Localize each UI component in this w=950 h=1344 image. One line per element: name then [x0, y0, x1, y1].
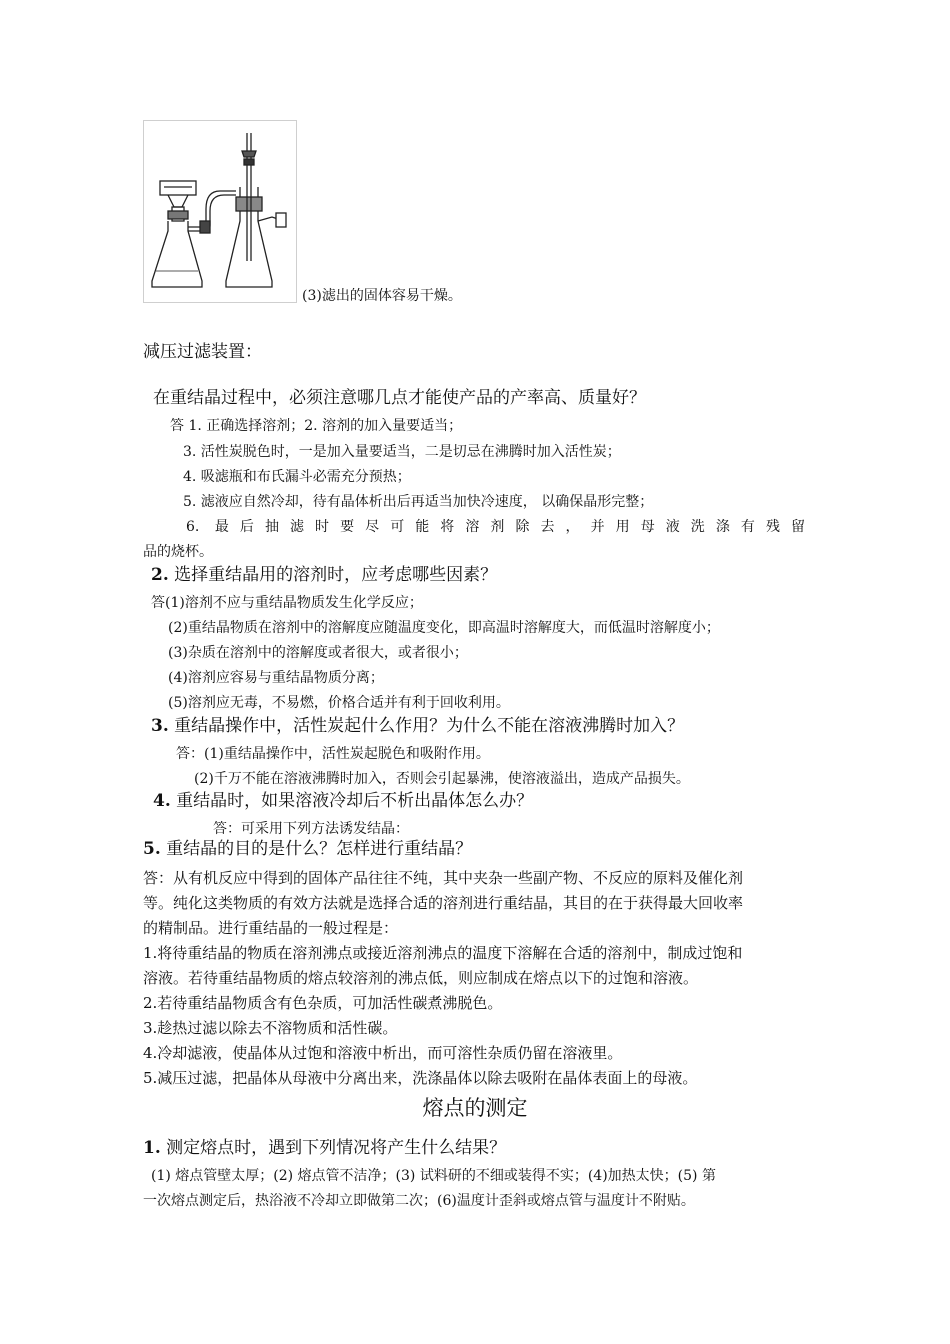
answer-line: 品的烧杯。 — [143, 544, 213, 560]
answer-line: 答(1)溶剂不应与重结晶物质发生化学反应； — [151, 595, 423, 611]
answer-line: 溶液。若待重结晶物质的熔点较溶剂的沸点低，则应制成在熔点以下的过饱和溶液。 — [143, 969, 699, 987]
question-number: 1. — [143, 1138, 161, 1158]
filtration-apparatus-drawing — [144, 121, 296, 302]
question-mp-1 — [143, 1140, 506, 1157]
answer-line: 3.趁热过滤以除去不溶物质和活性碳。 — [143, 1019, 398, 1037]
answer-line: 4. 吸滤瓶和布氏漏斗必需充分预热； — [183, 469, 411, 485]
answer-line: 一次熔点测定后，热浴液不冷却立即做第二次；(6)温度计歪斜或熔点管与温度计不附贴。 — [143, 1193, 695, 1209]
answer-line: (4)溶剂应容易与重结晶物质分离； — [168, 670, 384, 686]
answer-line: 的精制品。进行重结晶的一般过程是： — [143, 919, 399, 937]
answer-line: (3)杂质在溶剂中的溶解度或者很大，或者很小； — [168, 645, 468, 661]
answer-line: 1.将待重结晶的物质在溶剂沸点或接近溶剂沸点的温度下溶解在合适的溶剂中，制成过饱和 — [143, 944, 743, 962]
question-number: 4. — [153, 791, 171, 811]
question-number: 3. — [151, 716, 169, 736]
answer-line: 答：从有机反应中得到的固体产品往往不纯，其中夹杂一些副产物、不反应的原料及催化剂 — [143, 869, 744, 887]
buchner-funnel-icon — [160, 181, 196, 195]
answer-line: 答：可采用下列方法诱发结晶： — [213, 821, 409, 837]
vacuum-filtration-figure — [143, 120, 297, 303]
answer-line: (5)溶剂应无毒，不易燃，价格合适并有利于回收利用。 — [168, 695, 510, 711]
question-3 — [151, 718, 684, 735]
figure-label: 减压过滤装置： — [143, 342, 262, 362]
answer-line: 4.冷却滤液，使晶体从过饱和溶液中析出，而可溶性杂质仍留在溶液里。 — [143, 1044, 623, 1062]
question-number: 5. — [143, 839, 161, 859]
question-text: 重结晶的目的是什么？怎样进行重结晶？ — [166, 839, 473, 859]
question-text: 重结晶时，如果溶液冷却后不析出晶体怎么办？ — [176, 791, 534, 811]
question-text: 重结晶操作中，活性炭起什么作用？为什么不能在溶液沸腾时加入？ — [174, 716, 685, 736]
answer-line: 答 1. 正确选择溶剂；2. 溶剂的加入量要适当； — [170, 418, 463, 434]
question-5 — [143, 841, 472, 858]
answer-line: (1) 熔点管壁太厚；(2) 熔点管不洁净；(3) 试料研的不细或装得不实；(4)加热太快；(5) 第 — [151, 1168, 716, 1184]
answer-line: (2)千万不能在溶液沸腾时加入，否则会引起暴沸，使溶液溢出，造成产品损失。 — [194, 771, 690, 787]
question-text: 测定熔点时，遇到下列情况将产生什么结果？ — [166, 1138, 507, 1158]
question-number: 2. — [151, 565, 169, 585]
question-text: 选择重结晶用的溶剂时，应考虑哪些因素？ — [174, 565, 498, 585]
answer-line: 5. 滤液应自然冷却，待有晶体析出后再适当加快冷速度， 以确保晶形完整； — [183, 494, 654, 510]
answer-line: 5.减压过滤，把晶体从母液中分离出来，洗涤晶体以除去吸附在晶体表面上的母液。 — [143, 1069, 698, 1087]
section-title: 熔点的测定 — [422, 1096, 528, 1120]
answer-line: 6. 最后抽滤时要尽可能将溶剂除去，并用母液洗涤有残留 — [186, 519, 805, 535]
question-4 — [153, 793, 533, 810]
question-2 — [151, 567, 497, 584]
answer-line: (2)重结晶物质在溶剂中的溶解度应随温度变化，即高温时溶解度大，而低温时溶解度小； — [168, 620, 720, 636]
answer-line: 3. 活性炭脱色时，一是加入量要适当，二是切忌在沸腾时加入活性炭； — [183, 444, 621, 460]
figure-caption: (3)滤出的固体容易干燥。 — [302, 288, 462, 304]
answer-line: 2.若待重结晶物质含有色杂质，可加活性碳煮沸脱色。 — [143, 994, 503, 1012]
answer-line: 答：(1)重结晶操作中，活性炭起脱色和吸附作用。 — [176, 746, 490, 762]
answer-line: 等。纯化这类物质的有效方法就是选择合适的溶剂进行重结晶，其目的在于获得最大回收率 — [143, 894, 744, 912]
question-main: 在重结晶过程中，必须注意哪几点才能使产品的产率高、质量好？ — [153, 388, 646, 408]
